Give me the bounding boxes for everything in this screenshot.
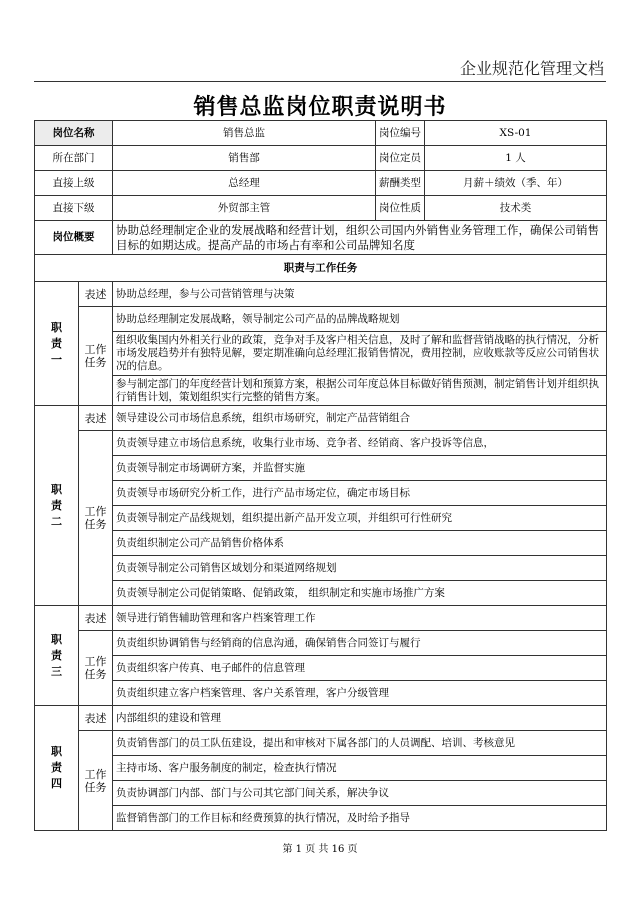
duty-2-task-2: 负责领导制定市场调研方案，并监督实施 <box>113 456 607 481</box>
duty-3-task-row <box>35 656 607 681</box>
duty-1-tasks-label: 工作 任务 <box>79 307 113 406</box>
subordinate-label: 直接下级 <box>35 196 113 221</box>
duty-2-task-row <box>35 481 607 506</box>
duty-4-task-1: 负责销售部门的员工队伍建设，提出和审核对下属各部门的人员调配、培训、考核意见 <box>113 731 607 756</box>
department-value: 销售部 <box>113 146 376 171</box>
duty-2-task-4: 负责领导制定产品线规划，组织提出新产品开发立项，并组织可行性研究 <box>113 506 607 531</box>
section-title: 职责与工作任务 <box>35 255 607 282</box>
duty-2-task-row <box>35 556 607 581</box>
superior-value: 总经理 <box>113 171 376 196</box>
duty-3-desc: 领导进行销售辅助管理和客户档案管理工作 <box>113 606 607 631</box>
duty-2-task-row <box>35 456 607 481</box>
superior-label: 直接上级 <box>35 171 113 196</box>
position-code-value: XS-01 <box>425 121 607 146</box>
subordinate-value: 外贸部主管 <box>113 196 376 221</box>
duty-2-desc: 领导建设公司市场信息系统，组织市场研究，制定产品营销组合 <box>113 406 607 431</box>
duty-3-label: 职 责 三 <box>35 606 79 706</box>
section-title-row <box>35 255 607 282</box>
duty-4-desc-row <box>35 706 607 731</box>
duty-1-desc-row <box>35 282 607 307</box>
duty-1-desc: 协助总经理，参与公司营销管理与决策 <box>113 282 607 307</box>
duty-1-task-2: 组织收集国内外相关行业的政策，竞争对手及客户相关信息，及时了解和监督营销战略的执行情况，分析市场发展趋势并有独特见解，要定期准确向总经理汇报销售情况，费用控制，应收账款等反应公司销售状况的信息。 <box>113 332 607 376</box>
duty-4-tasks-label: 工作 任务 <box>79 731 113 831</box>
duty-2-task-row <box>35 531 607 556</box>
duty-2-task-6: 负责领导制定公司销售区域划分和渠道网络规划 <box>113 556 607 581</box>
duty-2-label: 职 责 二 <box>35 406 79 606</box>
duty-2-task-row <box>35 581 607 606</box>
info-row-position <box>35 121 607 146</box>
duty-2-task-5: 负责组织制定公司产品销售价格体系 <box>113 531 607 556</box>
duty-4-task-row <box>35 731 607 756</box>
duty-3-task-row <box>35 631 607 656</box>
duty-2-task-1: 负责领导建立市场信息系统，收集行业市场、竞争者、经销商、客户投诉等信息， <box>113 431 607 456</box>
summary-text: 协助总经理制定企业的发展战略和经营计划，组织公司国内外销售业务管理工作，确保公司销售目标的如期达成。提高产品的市场占有率和公司品牌知名度 <box>113 221 607 255</box>
salary-type-value: 月薪＋绩效（季、年） <box>425 171 607 196</box>
position-nature-label: 岗位性质 <box>376 196 425 221</box>
duty-2-task-row <box>35 506 607 531</box>
duty-1-task-row <box>35 307 607 332</box>
duty-2-task-3: 负责领导市场研究分析工作，进行产品市场定位，确定市场目标 <box>113 481 607 506</box>
duty-1-task-3: 参与制定部门的年度经营计划和预算方案，根据公司年度总体目标做好销售预测，制定销售计划并组织执行销售计划，策划组织实行完整的销售方案。 <box>113 376 607 406</box>
duty-2-tasks-label: 工作 任务 <box>79 431 113 606</box>
duty-4-task-row <box>35 756 607 781</box>
duty-4-task-row <box>35 806 607 831</box>
summary-label: 岗位概要 <box>35 221 113 255</box>
duty-1-task-1: 协助总经理制定发展战略，领导制定公司产品的品牌战略规划 <box>113 307 607 332</box>
info-row-department <box>35 146 607 171</box>
department-label: 所在部门 <box>35 146 113 171</box>
position-name-label: 岗位名称 <box>35 121 113 146</box>
duty-4-label: 职 责 四 <box>35 706 79 831</box>
duty-2-desc-row <box>35 406 607 431</box>
duty-1-label: 职 责 一 <box>35 282 79 406</box>
duty-4-desc-label: 表述 <box>79 706 113 731</box>
info-row-summary <box>35 221 607 255</box>
duty-3-task-3: 负责组织建立客户档案管理、客户关系管理，客户分级管理 <box>113 681 607 706</box>
salary-type-label: 薪酬类型 <box>376 171 425 196</box>
duty-1-task-row <box>35 376 607 406</box>
position-code-label: 岗位编号 <box>376 121 425 146</box>
page-number: 第 1 页 共 16 页 <box>282 844 358 855</box>
duty-4-task-4: 监督销售部门的工作目标和经费预算的执行情况，及时给予指导 <box>113 806 607 831</box>
duty-3-desc-row <box>35 606 607 631</box>
duty-4-desc: 内部组织的建设和管理 <box>113 706 607 731</box>
page-title: 销售总监岗位职责说明书 <box>193 94 447 120</box>
info-row-subordinate <box>35 196 607 221</box>
duty-3-tasks-label: 工作 任务 <box>79 631 113 706</box>
position-nature-value: 技术类 <box>425 196 607 221</box>
duty-3-task-row <box>35 681 607 706</box>
duty-3-task-2: 负责组织客户传真、电子邮件的信息管理 <box>113 656 607 681</box>
header-divider <box>34 81 606 82</box>
duty-4-task-3: 负责协调部门内部、部门与公司其它部门间关系，解决争议 <box>113 781 607 806</box>
duty-4-task-row <box>35 781 607 806</box>
document-type-label: 企业规范化管理文档 <box>459 59 604 78</box>
duty-2-task-row <box>35 431 607 456</box>
duty-1-task-row <box>35 332 607 376</box>
info-row-superior <box>35 171 607 196</box>
duty-3-task-1: 负责组织协调销售与经销商的信息沟通，确保销售合同签订与履行 <box>113 631 607 656</box>
headcount-value: 1 人 <box>425 146 607 171</box>
duty-3-desc-label: 表述 <box>79 606 113 631</box>
position-name-value: 销售总监 <box>113 121 376 146</box>
duty-2-task-7: 负责领导制定公司促销策略、促销政策， 组织制定和实施市场推广方案 <box>113 581 607 606</box>
job-description-table <box>34 120 607 831</box>
duty-4-task-2: 主持市场、客户服务制度的制定，检查执行情况 <box>113 756 607 781</box>
headcount-label: 岗位定员 <box>376 146 425 171</box>
duty-2-desc-label: 表述 <box>79 406 113 431</box>
duty-1-desc-label: 表述 <box>79 282 113 307</box>
